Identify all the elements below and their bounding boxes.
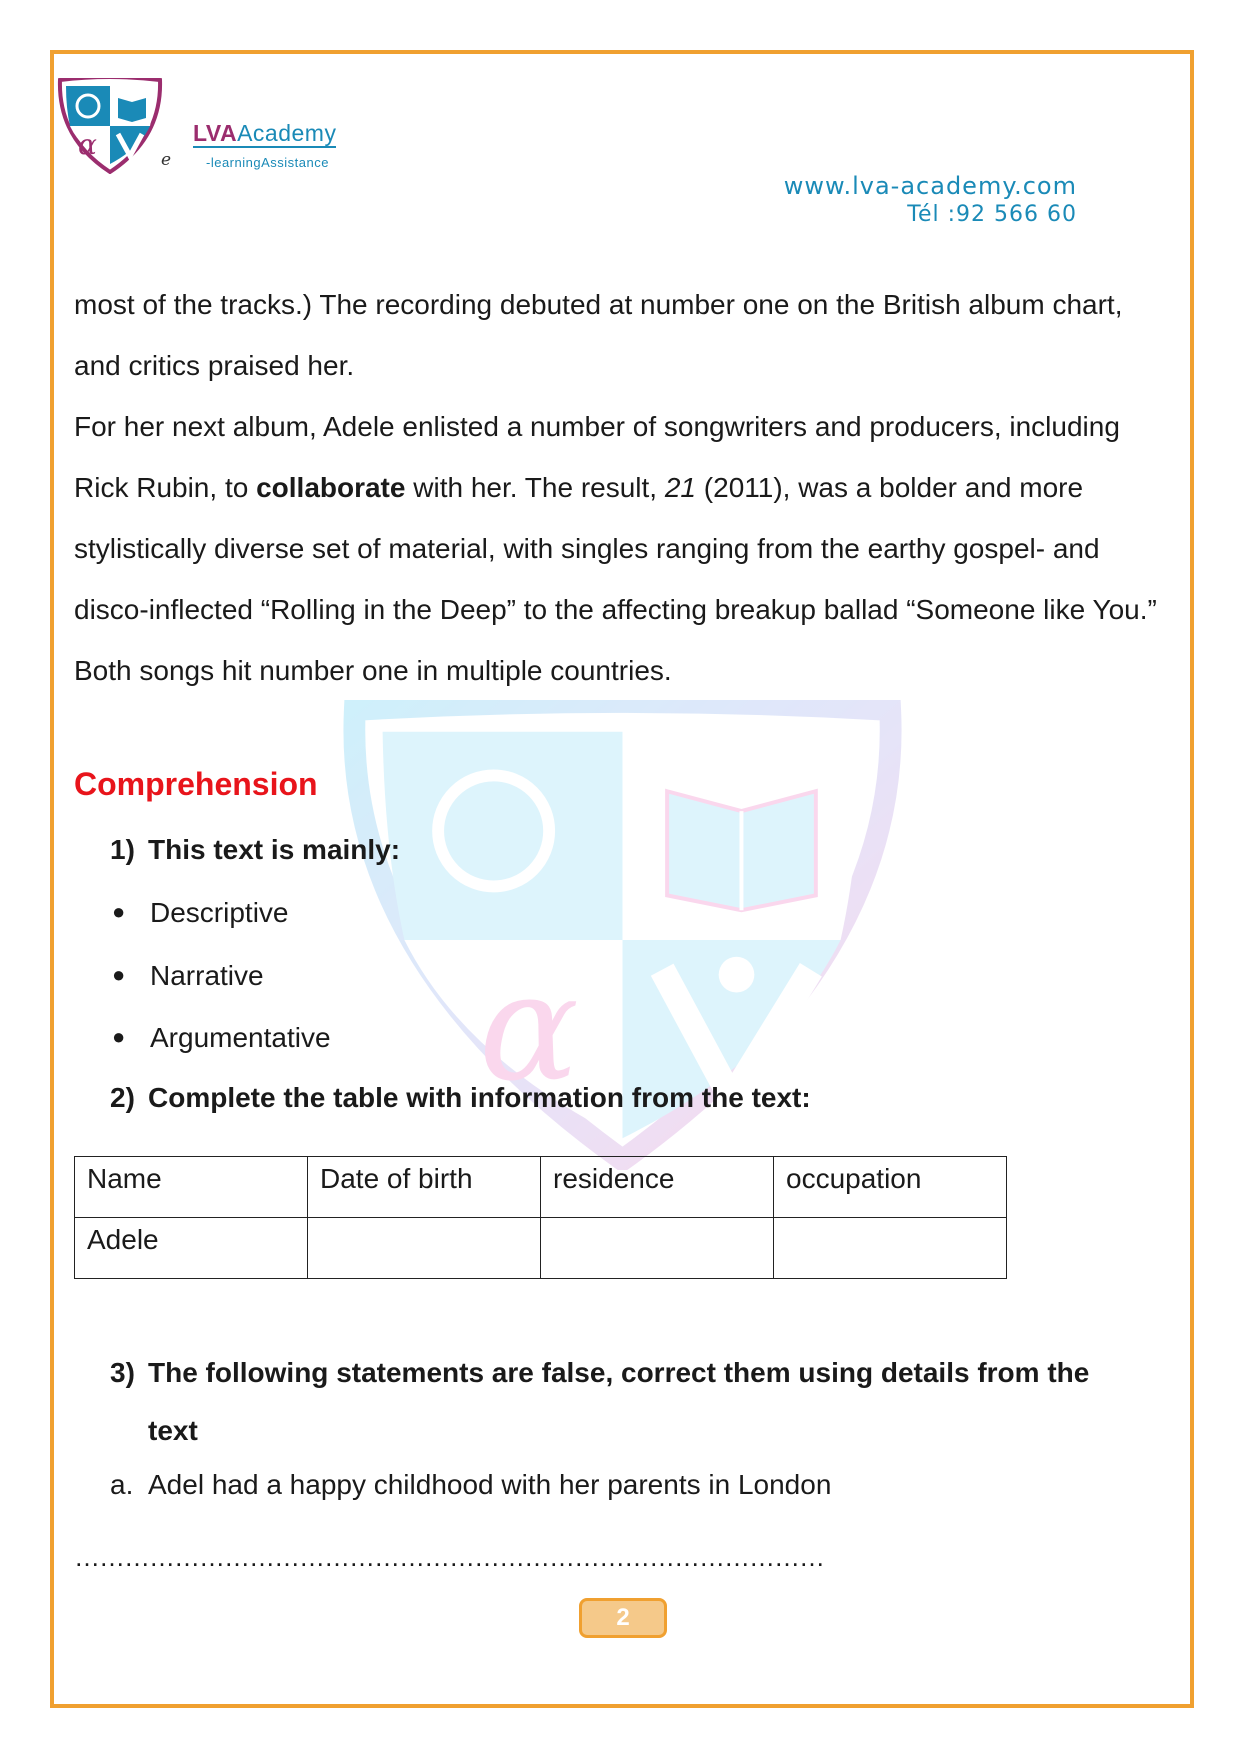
table-cell-occupation[interactable] xyxy=(774,1218,1007,1279)
table-header-cell: Name xyxy=(75,1157,308,1218)
bullet-icon: ● xyxy=(112,899,126,924)
table-cell-name: Adele xyxy=(75,1218,308,1279)
info-table xyxy=(74,1156,1007,1279)
bullet-icon: ● xyxy=(112,962,126,987)
svg-text:α: α xyxy=(478,941,580,1115)
p2-run: For her next album, Adele enlisted a number of songwriters and producers, including Rick Rubin, to xyxy=(74,411,1120,503)
p2-run: with her. The result, xyxy=(405,472,665,503)
paragraph-2 xyxy=(74,396,1174,701)
brand-lva: LVA xyxy=(193,120,238,146)
question-1 xyxy=(110,834,400,866)
option-item xyxy=(112,1022,331,1054)
statement-a-text: Adel had a happy childhood with her parents in London xyxy=(148,1469,832,1500)
phone-number: Tél :92 566 60 xyxy=(907,202,1077,227)
p2-run: 21 xyxy=(664,472,697,503)
question-3-number: 3) xyxy=(110,1357,135,1388)
question-2-text: Complete the table with information from the text: xyxy=(148,1082,811,1113)
website-url: www.lva-academy.com xyxy=(783,172,1077,200)
lva-academy-logo xyxy=(56,78,164,174)
table-header-cell: Date of birth xyxy=(308,1157,541,1218)
svg-text:α: α xyxy=(78,128,97,161)
bullet-icon: ● xyxy=(112,1024,126,1049)
page-number-badge: 2 xyxy=(579,1598,667,1638)
answer-line[interactable]: ……………………………………………………………………………… xyxy=(74,1542,824,1572)
question-2 xyxy=(110,1082,811,1114)
option-label: Narrative xyxy=(150,960,264,991)
logo-e-letter: e xyxy=(161,150,172,170)
body-text xyxy=(74,274,1174,701)
question-3-continuation: text xyxy=(148,1415,198,1446)
p2-run: collaborate xyxy=(256,472,406,503)
p1-run: most of the tracks.) The recording debuted at number one on the British album chart, and critics praised her. xyxy=(74,289,1123,381)
p2-run: (2011), was a bolder and more stylistically diverse set of material, with singles ranging from the earthy gospel- and disco-inflected “Rolling in the Deep” to the affecting breakup ballad “Someone like You.” Both songs hit number one in multiple countries. xyxy=(74,472,1157,686)
table-cell-residence[interactable] xyxy=(541,1218,774,1279)
comprehension-heading: Comprehension xyxy=(74,766,318,802)
table-row xyxy=(75,1218,1007,1279)
brand-academy: Academy xyxy=(237,120,337,146)
option-label: Argumentative xyxy=(150,1022,331,1053)
table-header-cell: residence xyxy=(541,1157,774,1218)
brand-name xyxy=(193,120,336,147)
statement-a-label: a. xyxy=(110,1469,134,1500)
question-1-number: 1) xyxy=(110,834,135,865)
option-item xyxy=(112,960,264,992)
option-item xyxy=(112,897,288,929)
table-header-row xyxy=(75,1157,1007,1218)
question-2-number: 2) xyxy=(110,1082,135,1113)
brand-tagline: -learningAssistance xyxy=(206,155,329,170)
paragraph-1 xyxy=(74,274,1174,396)
table-cell-date-of-birth[interactable] xyxy=(308,1218,541,1279)
question-1-text: This text is mainly: xyxy=(148,834,401,865)
option-label: Descriptive xyxy=(150,897,289,928)
question-3-text: The following statements are false, correct them using details from the xyxy=(148,1357,1090,1388)
table-header-cell: occupation xyxy=(774,1157,1007,1218)
statement-a xyxy=(110,1469,831,1501)
question-3 xyxy=(110,1344,1140,1460)
